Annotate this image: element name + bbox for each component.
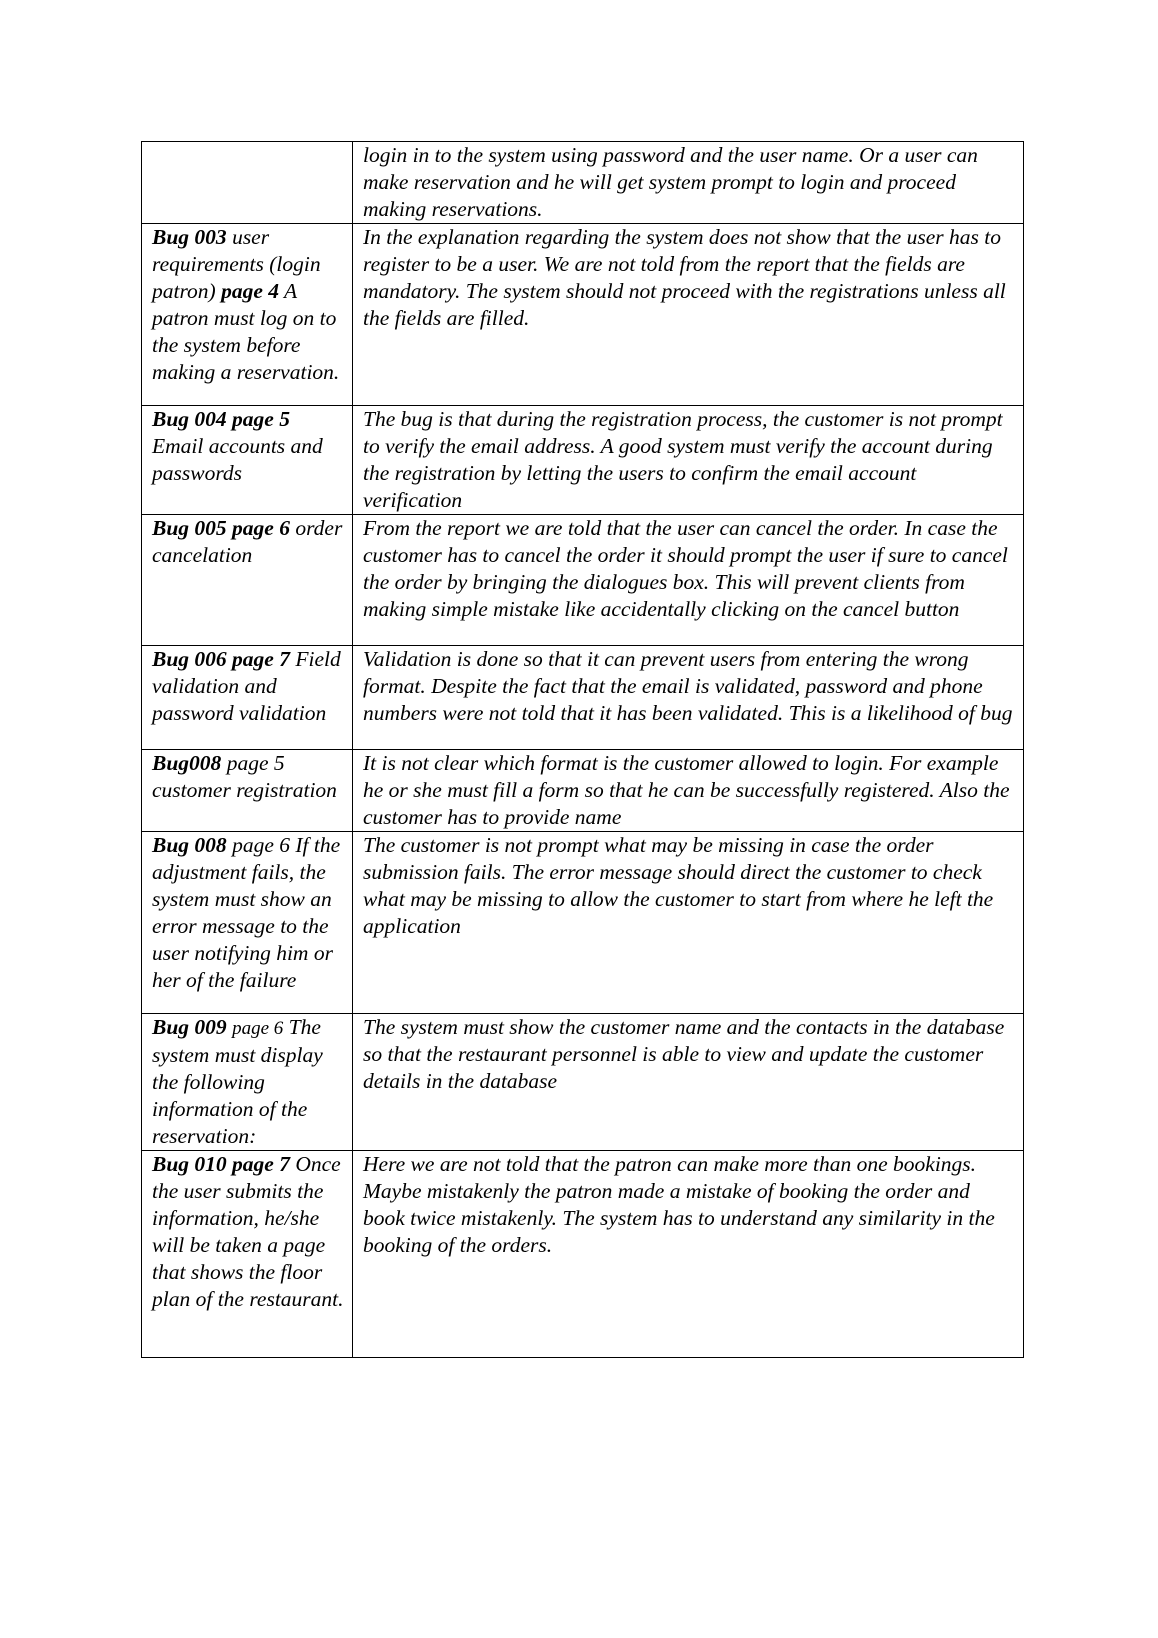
table-row bbox=[142, 832, 1024, 1014]
bug-reference-text: Once the user submits the information, he/she will be taken a page that shows the floor plan of the restaurant. bbox=[152, 1152, 344, 1311]
bug-description-cell: Here we are not told that the patron can make more than one bookings. Maybe mistakenly the patron made a mistake of booking the order and book twice mistakenly. The system has to understand any similarity in the booking of the orders. bbox=[353, 1151, 1024, 1358]
table-row bbox=[142, 515, 1024, 646]
bug-description-cell: The bug is that during the registration process, the customer is not prompt to verify the email address. A good system must verify the account during the registration by letting the users to confirm the email account verification bbox=[353, 406, 1024, 515]
bug-reference-text: page 6 If the adjustment fails, the system must show an error message to the user notifying him or her of the failure bbox=[152, 833, 341, 992]
bug-id-label: Bug 004 page 5 bbox=[152, 407, 290, 431]
bug-description-cell: The customer is not prompt what may be missing in case the order submission fails. The error message should direct the customer to check what may be missing to allow the customer to start from where he left the application bbox=[353, 832, 1024, 1014]
bug-description-cell: Validation is done so that it can prevent users from entering the wrong format. Despite the fact that the email is validated, password and phone numbers were not told that it has been validated. This is a likelihood of bug bbox=[353, 646, 1024, 750]
bug-reference-cell bbox=[142, 1151, 353, 1358]
bug-reference-text: Email accounts and passwords bbox=[152, 434, 323, 485]
bug-id-label: Bug 009 bbox=[152, 1015, 227, 1039]
table-row bbox=[142, 1151, 1024, 1358]
bug-id-label: Bug 008 bbox=[152, 833, 227, 857]
bug-reference-text: user requirements (login patron) bbox=[152, 225, 321, 303]
table-row bbox=[142, 1014, 1024, 1151]
bug-reference-text: page 5 customer registration bbox=[152, 751, 337, 802]
bug-reference-cell bbox=[142, 832, 353, 1014]
table-row bbox=[142, 224, 1024, 406]
bug-id-label: page 4 bbox=[221, 279, 279, 303]
table-row bbox=[142, 142, 1024, 224]
bug-id-label: Bug008 bbox=[152, 751, 222, 775]
bug-reference-cell bbox=[142, 406, 353, 515]
bug-id-label: Bug 005 page 6 bbox=[152, 516, 290, 540]
bug-reference-cell bbox=[142, 224, 353, 406]
bug-description-cell: login in to the system using password and the user name. Or a user can make reservation and he will get system prompt to login and proceed making reservations. bbox=[353, 142, 1024, 224]
bug-description-cell: The system must show the customer name and the contacts in the database so that the restaurant personnel is able to view and update the customer details in the database bbox=[353, 1014, 1024, 1151]
bug-reference-text: The system must display the following information of the reservation: bbox=[152, 1015, 323, 1148]
bug-reference-text: A patron must log on to the system before making a reservation. bbox=[152, 279, 340, 384]
bug-id-label: Bug 010 page 7 bbox=[152, 1152, 290, 1176]
bug-report-table bbox=[141, 141, 1024, 1358]
table-row bbox=[142, 406, 1024, 515]
bug-reference-text: order cancelation bbox=[152, 516, 343, 567]
bug-description-cell: In the explanation regarding the system does not show that the user has to register to be a user. We are not told from the report that the fields are mandatory. The system should not proceed with the registrations unless all the fields are filled. bbox=[353, 224, 1024, 406]
bug-reference-text: page 6 bbox=[232, 1018, 284, 1039]
bug-description-cell: It is not clear which format is the customer allowed to login. For example he or she must fill a form so that he can be successfully registered. Also the customer has to provide name bbox=[353, 750, 1024, 832]
bug-reference-cell bbox=[142, 646, 353, 750]
bug-description-cell: From the report we are told that the user can cancel the order. In case the customer has to cancel the order it should prompt the user if sure to cancel the order by bringing the dialogues box. This will prevent clients from making simple mistake like accidentally clicking on the cancel button bbox=[353, 515, 1024, 646]
bug-reference-cell bbox=[142, 1014, 353, 1151]
bug-id-label: Bug 003 bbox=[152, 225, 227, 249]
bug-reference-cell bbox=[142, 142, 353, 224]
bug-reference-cell bbox=[142, 750, 353, 832]
table-row bbox=[142, 646, 1024, 750]
bug-reference-text: Field validation and password validation bbox=[152, 647, 341, 725]
table-row bbox=[142, 750, 1024, 832]
bug-table-body bbox=[142, 142, 1024, 1358]
bug-reference-cell bbox=[142, 515, 353, 646]
bug-id-label: Bug 006 page 7 bbox=[152, 647, 290, 671]
